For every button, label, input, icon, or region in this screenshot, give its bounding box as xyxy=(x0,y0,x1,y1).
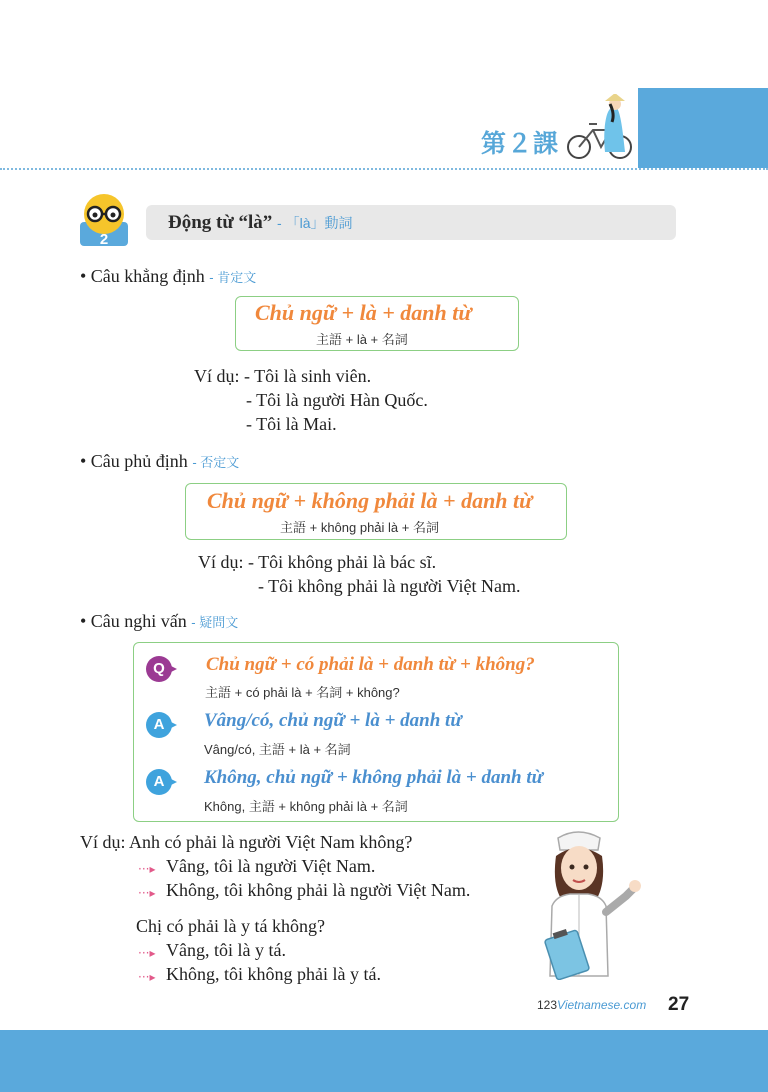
dialog-question-1: Ví dụ: Anh có phải là người Việt Nam không? xyxy=(80,832,413,852)
header-divider xyxy=(0,168,768,170)
affirmative-label-sub: - 肯定文 xyxy=(209,270,257,285)
answer-yes-formula-sub: Vâng/có, 主語 + là + 名詞 xyxy=(204,742,351,757)
negative-label-sub: - 否定文 xyxy=(192,455,240,470)
answer-yes-badge: A xyxy=(146,712,172,738)
girl-bicycle-icon xyxy=(565,94,637,160)
section-number: 2 xyxy=(99,231,109,248)
dialog-answer-1: Vâng, tôi là người Việt Nam. xyxy=(166,856,376,876)
brand-name: Vietnamese.com xyxy=(557,998,647,1012)
question-badge: Q xyxy=(146,656,172,682)
section-title-sub: - 「là」動詞 xyxy=(277,215,353,231)
arrow-icon: ···▸ xyxy=(138,886,156,900)
header-blue-block xyxy=(638,88,768,168)
nurse-illustration-icon xyxy=(538,826,648,980)
brand-logo xyxy=(537,998,646,1012)
question-label-sub: - 疑問文 xyxy=(191,615,239,630)
negative-example-1: Ví dụ: - Tôi không phải là bác sĩ. xyxy=(198,552,437,572)
answer-no-formula: Không, chủ ngữ + không phải là + danh từ xyxy=(204,767,544,788)
question-formula-sub: 主語 + có phải là + 名詞 + không? xyxy=(205,685,400,700)
section-title xyxy=(168,212,353,234)
arrow-icon: ···▸ xyxy=(138,862,156,876)
answer-no-formula-sub: Không, 主語 + không phải là + 名詞 xyxy=(204,799,408,814)
arrow-icon: ···▸ xyxy=(138,946,156,960)
lesson-title: 第２課 xyxy=(481,130,560,158)
negative-formula-sub: 主語 + không phải là + 名詞 xyxy=(280,520,439,535)
affirmative-formula: Chủ ngữ + là + danh từ xyxy=(255,300,472,325)
answer-no-badge: A xyxy=(146,769,172,795)
negative-label-text: • Câu phủ định xyxy=(80,451,188,471)
question-formula: Chủ ngữ + có phải là + danh từ + không? xyxy=(206,654,535,675)
smiley-glasses-icon xyxy=(76,192,132,250)
question-label-text: • Câu nghi vấn xyxy=(80,611,187,631)
answer-yes-formula: Vâng/có, chủ ngữ + là + danh từ xyxy=(204,710,462,731)
dialog-question-2: Chị có phải là y tá không? xyxy=(136,916,325,936)
affirmative-label xyxy=(80,266,256,287)
dialog-answer-4: Không, tôi không phải là y tá. xyxy=(166,964,381,984)
arrow-icon: ···▸ xyxy=(138,970,156,984)
affirmative-example-3: - Tôi là Mai. xyxy=(246,414,337,434)
section-title-main: Động từ “là” xyxy=(168,212,273,233)
affirmative-example-1: Ví dụ: - Tôi là sinh viên. xyxy=(194,366,372,386)
question-label xyxy=(80,611,238,632)
dialog-answer-2: Không, tôi không phải là người Việt Nam. xyxy=(166,880,471,900)
negative-formula: Chủ ngữ + không phải là + danh từ xyxy=(207,488,533,513)
affirmative-example-2: - Tôi là người Hàn Quốc. xyxy=(246,390,428,410)
affirmative-label-text: • Câu khẳng định xyxy=(80,266,205,286)
negative-label xyxy=(80,451,239,472)
footer-band xyxy=(0,1030,768,1092)
negative-example-2: - Tôi không phải là người Việt Nam. xyxy=(258,576,521,596)
brand-prefix: 123 xyxy=(537,998,558,1012)
affirmative-formula-sub: 主語 + là + 名詞 xyxy=(316,332,408,347)
page-number: 27 xyxy=(668,994,690,1015)
dialog-answer-3: Vâng, tôi là y tá. xyxy=(166,940,286,960)
